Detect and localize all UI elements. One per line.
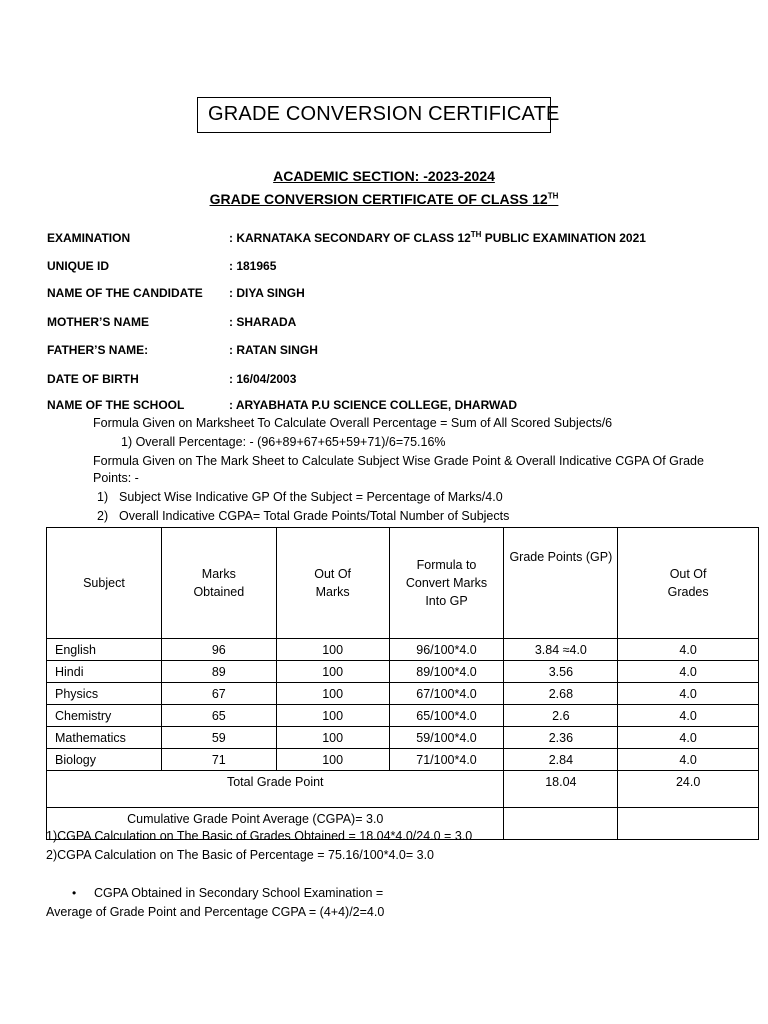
cell-subject: Chemistry xyxy=(47,705,162,727)
cell-marks: 67 xyxy=(161,683,276,705)
cell-gp: 3.84 ≈4.0 xyxy=(504,639,618,661)
cell-gp: 2.6 xyxy=(504,705,618,727)
cell-marks: 59 xyxy=(161,727,276,749)
header-out-of-marks xyxy=(276,528,389,639)
cell-formula: 89/100*4.0 xyxy=(389,661,504,683)
header-formula-text: Formula to Convert Marks Into GP xyxy=(405,558,488,608)
calc-grades: 1)CGPA Calculation on The Basic of Grades Obtained = 18.04*4.0/24.0 = 3.0 xyxy=(46,829,473,843)
cell-out-of-grade: 4.0 xyxy=(618,727,759,749)
cell-marks: 71 xyxy=(161,749,276,771)
cell-formula: 65/100*4.0 xyxy=(389,705,504,727)
table-row xyxy=(47,683,759,705)
table-row xyxy=(47,727,759,749)
cell-gp: 2.68 xyxy=(504,683,618,705)
cell-out-of-grade: 4.0 xyxy=(618,749,759,771)
cell-formula: 67/100*4.0 xyxy=(389,683,504,705)
cell-out-of: 100 xyxy=(276,705,389,727)
father-value: : RATAN SINGH xyxy=(229,343,318,357)
table-row xyxy=(47,661,759,683)
cell-out-of-grade: 4.0 xyxy=(618,705,759,727)
cell-gp: 3.56 xyxy=(504,661,618,683)
candidate-label: NAME OF THE CANDIDATE xyxy=(47,286,203,300)
cell-formula: 59/100*4.0 xyxy=(389,727,504,749)
cell-out-of: 100 xyxy=(276,749,389,771)
cell-formula: 96/100*4.0 xyxy=(389,639,504,661)
cell-marks: 96 xyxy=(161,639,276,661)
candidate-value: : DIYA SINGH xyxy=(229,286,305,300)
certificate-title: GRADE CONVERSION CERTIFICATE xyxy=(208,103,560,125)
header-out-of-marks-text: Out Of Marks xyxy=(314,567,352,599)
cgpa-label: Cumulative Grade Point Average (CGPA)= 3.0 xyxy=(47,808,504,840)
cgpa-empty-cell-1 xyxy=(504,808,618,840)
formula-gp-line1: Formula Given on The Mark Sheet to Calculate Subject Wise Grade Point & Overall Indicative CGPA Of Grade xyxy=(93,454,704,468)
formula-gp-item2-num: 2) xyxy=(97,509,109,523)
school-label: NAME OF THE SCHOOL xyxy=(47,398,185,412)
examination-value xyxy=(229,231,646,245)
cell-out-of: 100 xyxy=(276,639,389,661)
examination-value-pre: : KARNATAKA SECONDARY OF CLASS 12 xyxy=(229,231,471,245)
header-marks-obtained-text: Marks Obtained xyxy=(193,567,245,599)
cell-formula: 71/100*4.0 xyxy=(389,749,504,771)
examination-value-sup: TH xyxy=(470,230,482,239)
class-heading xyxy=(0,191,768,207)
table-header-row xyxy=(47,528,759,639)
cell-marks: 89 xyxy=(161,661,276,683)
cell-gp: 2.36 xyxy=(504,727,618,749)
table-row xyxy=(47,705,759,727)
class-heading-text: GRADE CONVERSION CERTIFICATE OF CLASS 12 xyxy=(209,191,548,207)
bullet-dot: • xyxy=(72,886,77,900)
total-out-of: 24.0 xyxy=(618,771,759,808)
father-label: FATHER’S NAME: xyxy=(47,343,149,357)
unique-id-label: UNIQUE ID xyxy=(47,259,110,273)
table-row xyxy=(47,749,759,771)
bullet-line1: CGPA Obtained in Secondary School Examination = xyxy=(94,886,384,900)
total-label: Total Grade Point xyxy=(47,771,504,808)
header-marks-obtained xyxy=(161,528,276,639)
grade-table xyxy=(46,527,759,840)
class-heading-sup: TH xyxy=(547,191,559,201)
cell-subject: Physics xyxy=(47,683,162,705)
cell-gp: 2.84 xyxy=(504,749,618,771)
mother-value: : SHARADA xyxy=(229,315,297,329)
header-out-of-grades-text: Out Of Grades xyxy=(667,567,709,599)
academic-section-heading xyxy=(0,168,768,184)
examination-label: EXAMINATION xyxy=(47,231,131,245)
certificate-title-box xyxy=(197,97,560,133)
cell-subject: Biology xyxy=(47,749,162,771)
school-value: : ARYABHATA P.U SCIENCE COLLEGE, DHARWAD xyxy=(229,398,518,412)
formula-percentage: Formula Given on Marksheet To Calculate Overall Percentage = Sum of All Scored Subjects/6 xyxy=(93,416,613,430)
formula-percentage-item: 1) Overall Percentage: - (96+89+67+65+59+71)/6=75.16% xyxy=(121,435,446,449)
formula-gp-item1: Subject Wise Indicative GP Of the Subject = Percentage of Marks/4.0 xyxy=(119,490,503,504)
table-row xyxy=(47,639,759,661)
cell-out-of: 100 xyxy=(276,727,389,749)
cell-out-of-grade: 4.0 xyxy=(618,639,759,661)
dob-label: DATE OF BIRTH xyxy=(47,372,139,386)
bullet-line2: Average of Grade Point and Percentage CGPA = (4+4)/2=4.0 xyxy=(46,905,385,919)
dob-value: : 16/04/2003 xyxy=(229,372,297,386)
total-row xyxy=(47,771,759,808)
cell-out-of: 100 xyxy=(276,661,389,683)
cell-out-of-grade: 4.0 xyxy=(618,661,759,683)
formula-gp-item2: Overall Indicative CGPA= Total Grade Points/Total Number of Subjects xyxy=(119,509,510,523)
total-gp: 18.04 xyxy=(504,771,618,808)
header-grade-points: Grade Points (GP) xyxy=(504,528,618,639)
header-formula xyxy=(389,528,504,639)
academic-section-text: ACADEMIC SECTION: -2023-2024 xyxy=(273,168,495,184)
header-subject: Subject xyxy=(47,528,162,639)
formula-gp-item1-num: 1) xyxy=(97,490,109,504)
cell-subject: Hindi xyxy=(47,661,162,683)
examination-value-post: PUBLIC EXAMINATION 2021 xyxy=(481,231,646,245)
cell-subject: Mathematics xyxy=(47,727,162,749)
mother-label: MOTHER’S NAME xyxy=(47,315,149,329)
cgpa-empty-cell-2 xyxy=(618,808,759,840)
formula-gp-line2: Points: - xyxy=(93,471,139,485)
calc-percentage: 2)CGPA Calculation on The Basic of Percentage = 75.16/100*4.0= 3.0 xyxy=(46,848,434,862)
header-out-of-grades xyxy=(618,528,759,639)
unique-id-value: : 181965 xyxy=(229,259,277,273)
cell-out-of-grade: 4.0 xyxy=(618,683,759,705)
cell-marks: 65 xyxy=(161,705,276,727)
cell-subject: English xyxy=(47,639,162,661)
cell-out-of: 100 xyxy=(276,683,389,705)
